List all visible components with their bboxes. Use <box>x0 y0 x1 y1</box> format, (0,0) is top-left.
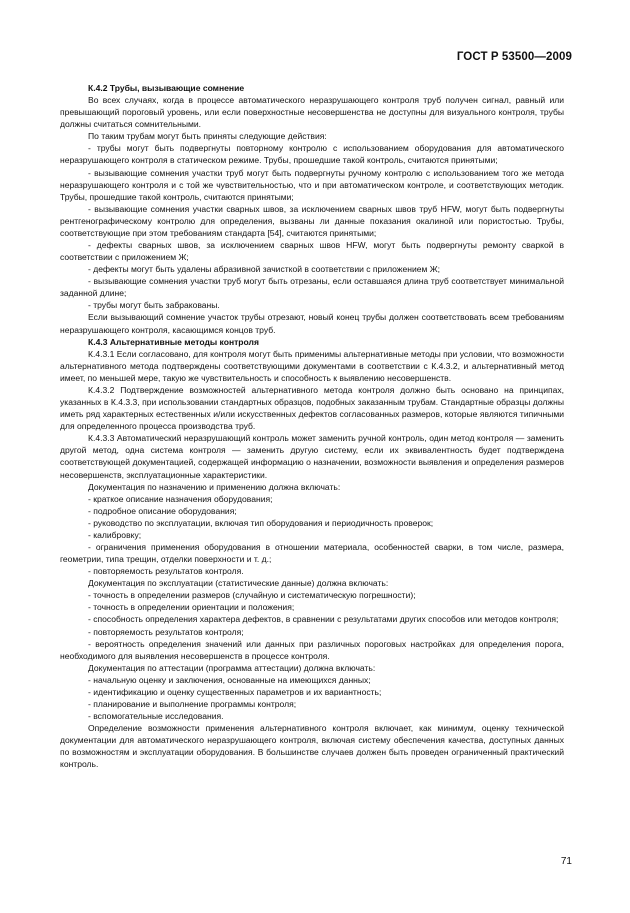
paragraph: - подробное описание оборудования; <box>88 505 237 516</box>
section-heading: К.4.2 Трубы, вызывающие сомнение <box>88 83 245 93</box>
paragraph: - краткое описание назначения оборудования; <box>88 493 273 504</box>
paragraph: - калибровку; <box>88 529 142 540</box>
paragraph: - трубы могут быть забракованы. <box>88 300 220 311</box>
paragraph: - вызывающие сомнения участки труб могут быть подвергнуты ручному контролю с использованием того же метода неразрушающего контроля и с той же чувствительностью, что и при автоматическом контроле, и соответствующих методик. Трубы, прошедшие такой контроль, считаются принятыми; <box>60 167 564 202</box>
paragraph: Если вызывающий сомнение участок трубы отрезают, новый конец трубы должен соответствовать всем требованиям неразрушающего контроля, касающимся концов труб. <box>60 312 564 335</box>
paragraph: К.4.3.1 Если согласовано, для контроля могут быть применимы альтернативные методы при условии, что возможности альтернативного метода подтверждены соответствующими документами в соответствии с К.4.3.2, и альтернативный метод имеет, по меньшей мере, такую же чувствительность и способность к выявлению несовершенств. <box>60 348 564 383</box>
paragraph: Определение возможности применения альтернативного контроля включает, как минимум, оценку технической документации для автоматического неразрушающего контроля, включая систему обеспечения качества, доступных данных по возможностям и эксплуатации оборудования. В большинстве случаев должен быть проведен ограниченный практический контроль. <box>60 723 564 770</box>
paragraph: Документация по назначению и применению должна включать: <box>88 481 341 492</box>
paragraph: - повторяемость результатов контроля; <box>88 626 244 637</box>
page-number: 71 <box>560 856 572 867</box>
paragraph: - вызывающие сомнения участки труб могут быть отрезаны, если оставшаяся длина труб соответствует минимальной заданной длине; <box>60 276 564 299</box>
paragraph: - способность определения характера дефектов, в сравнении с результатами других способов или методов контроля; <box>88 614 559 625</box>
paragraph: - повторяемость результатов контроля. <box>88 566 244 577</box>
document-body <box>60 82 564 770</box>
paragraph: - дефекты могут быть удалены абразивной зачисткой в соответствии с приложением Ж; <box>88 264 441 275</box>
paragraph: Во всех случаях, когда в процессе автоматического неразрушающего контроля труб получен сигнал, равный или превышающий пороговый уровень, или если поверхностные несовершенства не доступны для визуального контроля, трубы должны считаться сомнительными. <box>60 95 564 130</box>
paragraph: - точность в определении ориентации и положения; <box>88 602 295 613</box>
paragraph: - вызывающие сомнения участки сварных швов, за исключением сварных швов труб HFW, могут быть подвергнуты рентгенографическому контролю для определения, вызваны ли данные показания окалиной или пористостью. Трубы, соответствующие при этом требованиям стандарта [54], считаются принятыми; <box>60 203 564 238</box>
paragraph: Документация по аттестации (программа аттестации) должна включать: <box>88 662 376 673</box>
standard-designation: ГОСТ Р 53500—2009 <box>456 51 572 63</box>
paragraph: По таким трубам могут быть приняты следующие действия: <box>88 131 327 142</box>
paragraph: - вероятность определения значений или данных при различных пороговых настройках для определения порога, необходимого для выявления несовершенств в процессе контроля. <box>60 638 564 661</box>
paragraph: К.4.3.3 Автоматический неразрушающий контроль может заменить ручной контроль, один метод контроля — заменить другой метод, одна система контроля — заменить другую систему, если их эквивалентность будет подтверждена соответствующей документацией, содержащей информацию о назначении, возможности выявления и определения размеров несовершенств, эксплуатационные характеристики. <box>60 433 564 480</box>
paragraph: - точность в определении размеров (случайную и систематическую погрешности); <box>88 590 416 601</box>
paragraph: - трубы могут быть подвергнуты повторному контролю с использованием оборудования для автоматического неразрушающего контроля в статическом режиме. Трубы, прошедшие такой контроль, считаются принятыми; <box>60 143 564 166</box>
paragraph: - ограничения применения оборудования в отношении материала, особенностей сварки, в том числе, размера, геометрии, типа трещин, отделки поверхности и т. д.; <box>60 541 564 565</box>
paragraph: К.4.3.2 Подтверждение возможностей альтернативного метода контроля должно быть основано на принципах, указанных в К.4.3.3, при использовании стандартных образцов, подобных заказанным трубам. Стандартные образцы должны иметь ряд характерных естественных и/или искусственных дефектов согласованных размеров, которые являются типичными для определенного процесса производства труб. <box>60 384 564 432</box>
paragraph: Документация по эксплуатации (статистические данные) должна включать: <box>88 578 389 589</box>
paragraph: - руководство по эксплуатации, включая тип оборудования и периодичность проверок; <box>88 517 434 528</box>
paragraph: - дефекты сварных швов, за исключением сварных швов HFW, могут быть подвергнуты ремонту сваркой в соответствии с приложением Ж; <box>60 240 564 263</box>
section-heading: К.4.3 Альтернативные методы контроля <box>88 336 259 347</box>
paragraph: - планирование и выполнение программы контроля; <box>88 698 297 709</box>
paragraph: - вспомогательные исследования. <box>88 711 224 722</box>
paragraph: - начальную оценку и заключения, основанные на имеющихся данных; <box>88 674 371 685</box>
paragraph: - идентификацию и оценку существенных параметров и их вариантность; <box>88 686 382 697</box>
